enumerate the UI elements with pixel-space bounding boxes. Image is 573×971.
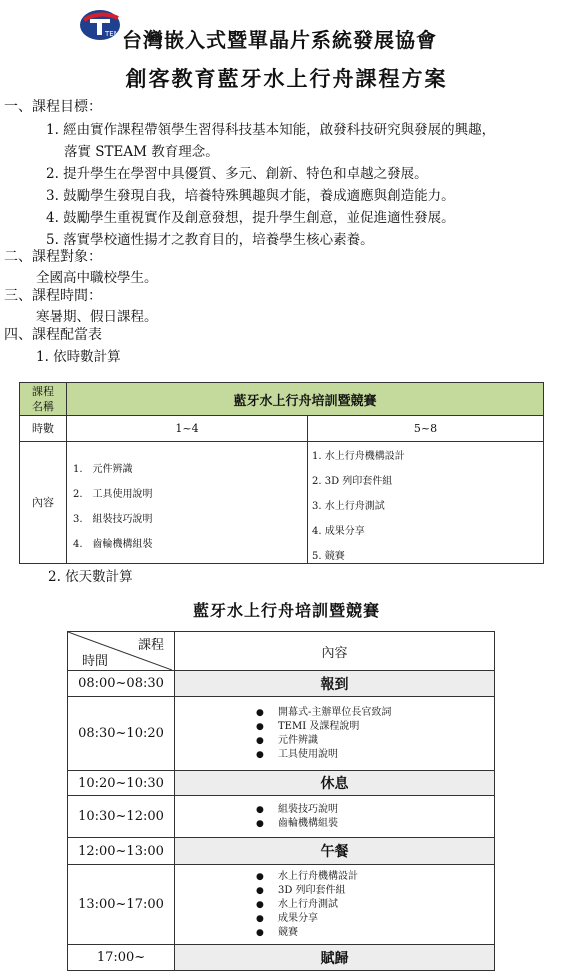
objective-item: 1. 經由實作課程帶領學生習得科技基本知能，啟發科技研究與發展的興趣， [46,122,496,138]
list-item: ● 競賽 [176,926,493,940]
by-hours-label: 1. 依時數計算 [36,349,121,365]
row-label: 報到 [175,671,495,697]
row-time: 12:00~13:00 [68,838,175,865]
list-item: 1. 元件辨識 [73,463,133,475]
table-row [68,838,495,865]
row-label: 休息 [175,771,495,796]
hours-schedule-table [19,382,544,564]
objective-item-continued: 落實 STEAM 教育理念。 [64,144,219,160]
course-name-label: 課程 名稱 [20,383,67,416]
row-label: 賦歸 [175,945,495,971]
list-item: ● 元件辨識 [176,734,493,748]
list-item: ● 成果分享 [176,912,493,926]
corner-time-label: 時間 [82,654,109,669]
row-time: 10:30~12:00 [68,796,175,838]
list-item: ● TEMI 及課程說明 [176,720,493,734]
table-row [68,945,495,971]
table-row [68,865,495,945]
objective-item: 2. 提升學生在學習中具優質、多元、創新、特色和卓越之發展。 [46,166,428,182]
schedule-heading: 四、課程配當表 [4,327,102,343]
row-time: 08:30~10:20 [68,697,175,771]
list-item: 1. 水上行舟機構設計 [312,451,405,462]
audience-heading: 二、課程對象： [4,249,102,265]
temi-logo [78,8,122,42]
list-item: 5. 競賽 [312,551,345,562]
list-item: ● 水上行舟測試 [176,898,493,912]
document-header [0,0,573,95]
list-item: ● 組裝技巧說明 [176,803,493,817]
svg-text:TEMI: TEMI [105,30,122,38]
content-label: 內容 [20,442,67,564]
list-item: 2. 3D 列印套件組 [312,476,393,487]
table-row [68,771,495,796]
objective-item: 5. 落實學校適性揚才之教育目的，培養學生核心素養。 [46,232,374,248]
hours-range-b: 5~8 [308,416,544,442]
list-item: 4. 齒輪機構組裝 [73,538,153,550]
list-item: 3. 水上行舟測試 [312,501,385,512]
corner-header [68,632,175,671]
time-heading: 三、課程時間： [4,288,102,304]
row-time: 08:00~08:30 [68,671,175,697]
list-item: ● 工具使用說明 [176,748,493,762]
course-name: 藍牙水上行舟培訓暨競賽 [67,383,544,416]
days-table-title: 藍牙水上行舟培訓暨競賽 [192,601,380,620]
list-item: ● 3D 列印套件組 [176,884,493,898]
row-label: 午餐 [175,838,495,865]
objective-item: 4. 鼓勵學生重視實作及創意發想，提升學生創意，並促進適性發展。 [46,210,455,226]
list-item: 3. 組裝技巧說明 [73,513,153,525]
content-cell-a [67,442,308,564]
row-time: 17:00~ [68,945,175,971]
days-schedule-table [67,631,495,971]
audience-text: 全國高中職校學生。 [36,270,158,286]
hours-label: 時數 [20,416,67,442]
table-row [68,697,495,771]
time-text: 寒暑期、假日課程。 [36,309,158,325]
by-days-label: 2. 依天數計算 [48,569,133,585]
list-item: 2. 工具使用說明 [73,488,153,500]
plan-title: 創客教育藍牙水上行舟課程方案 [125,66,448,91]
objective-item: 3. 鼓勵學生發現自我，培養特殊興趣與才能，養成適應與創造能力。 [46,188,455,204]
list-item: ● 齒輪機構組裝 [176,817,493,831]
row-time: 10:20~10:30 [68,771,175,796]
content-cell-b [308,442,544,564]
hours-range-a: 1~4 [67,416,308,442]
row-content [175,865,495,945]
objectives-heading: 一、課程目標： [4,99,102,115]
organization-name: 台灣嵌入式暨單晶片系統發展協會 [122,28,437,52]
content-header: 內容 [175,632,495,671]
row-content [175,796,495,838]
list-item: ● 開幕式-主辦單位長官致詞 [176,706,493,720]
table-row [68,796,495,838]
corner-course-label: 課程 [137,638,164,653]
row-content [175,697,495,771]
row-time: 13:00~17:00 [68,865,175,945]
table-row [68,671,495,697]
list-item: ● 水上行舟機構設計 [176,870,493,884]
list-item: 4. 成果分享 [312,526,365,537]
